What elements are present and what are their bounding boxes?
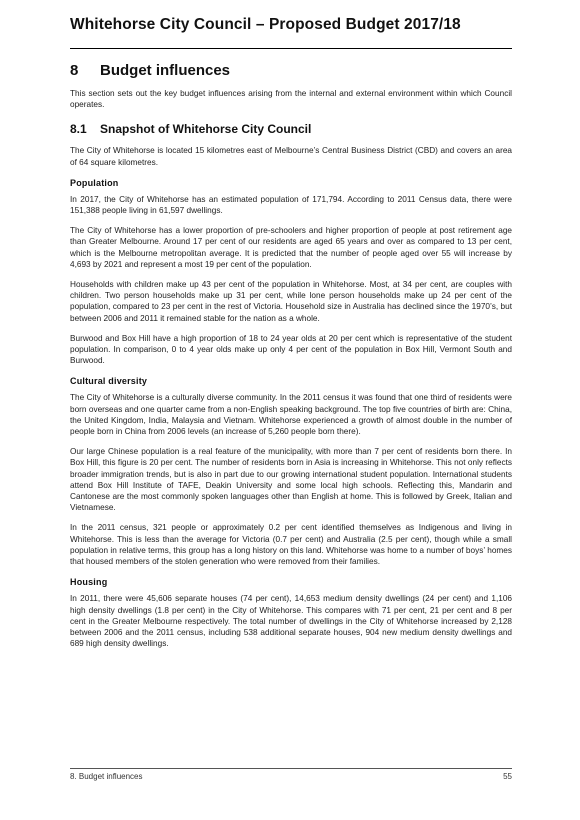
page-content [70,62,512,658]
subsection-intro: The City of Whitehorse is located 15 kilometres east of Melbourne’s Central Business District (CBD) and covers an area of 64 square kilometres. [70,146,512,167]
subsection-heading [70,122,512,136]
cultural-paragraph-3: In the 2011 census, 321 people or approximately 0.2 per cent identified themselves as Indigenous and living in Whitehorse. This is less than the average for Victoria (0.7 per cent) and Australia (2.5 per cent), though while a small population in relative terms, this group has a long history on this land. Whitehorse was home to a number of boys’ homes that housed members of the stolen generation who were removed from their families. [70,523,512,567]
header-divider [70,48,512,49]
document-header-title: Whitehorse City Council – Proposed Budget 2017/18 [70,16,461,33]
section-title: Budget influences [100,62,231,79]
cultural-paragraph-2: Our large Chinese population is a real feature of the municipality, with more than 7 per cent of residents born there. In Box Hill, this figure is 20 per cent. The number of residents born in Asia is increasing in Whitehorse. This not only reflects broader immigration trends, but is also in part due to our growing international student population. International students attend Box Hill Institute of TAFE, Deakin University and some local high schools. Reflecting this, Mandarin and Cantonese are the most commonly spoken languages other than English at home. This is followed by Greek, Italian and Vietnamese. [70,447,512,513]
section-number: 8 [70,62,79,79]
page-number: 55 [503,772,512,781]
footer-section-label: 8. Budget influences [70,772,143,781]
section-intro: This section sets out the key budget influences arising from the internal and external environment within which Council operates. [70,89,512,110]
subsection-title: Snapshot of Whitehorse City Council [100,122,312,137]
section-heading [70,62,512,79]
population-heading: Population [70,177,119,188]
population-paragraph-2: The City of Whitehorse has a lower proportion of pre-schoolers and higher proportion of people at post retirement age than Greater Melbourne. Around 17 per cent of our residents are aged 65 years and over as compared to 13 per cent, which is the Melbourne metropolitan average. It is predicted that the number of people aged over 55 will increase by 4,693 by 2021 and represent a most 19 per cent of the population. [70,226,512,269]
cultural-paragraph-1: The City of Whitehorse is a culturally diverse community. In the 2011 census it was found that one third of residents were born overseas and one quarter came from a non-English speaking background. The top five countries of birth are: China, the United Kingdom, India, Malaysia and Vietnam. Whitehorse experienced a growth of almost double in the number of people born in China from 2006 levels (an increase of 5,260 people born there). [70,393,512,437]
footer-divider [70,768,512,769]
population-paragraph-1: In 2017, the City of Whitehorse has an estimated population of 171,794. According to 2011 Census data, there were 151,388 people living in 61,597 dwellings. [70,194,512,216]
housing-paragraph-1: In 2011, there were 45,606 separate houses (74 per cent), 14,653 medium density dwellings (24 per cent) and 1,106 high density dwellings (1.8 per cent) in the City of Whitehorse. This compares with 71 per cent, 21 per cent and 8 per cent in the Greater Melbourne respectively. The total number of dwellings in the City of Whitehorse increased by 2,128 between 2006 and the 2011 census, including 538 additional separate houses, 904 new medium density dwellings and 689 high density dwellings. [70,594,512,649]
population-paragraph-3: Households with children make up 43 per cent of the population in Whitehorse. Most, at 34 per cent, are couples with children. Two person households make up 31 per cent, while lone person households make up 24 per cent of the population, compared to 23 per cent in the rest of Victoria. Household size in Australia has declined since the 1970’s, but between 2006 and 2011 it remained stable for the nation as a whole. [70,280,512,323]
cultural-diversity-heading: Cultural diversity [70,376,148,387]
subsection-number: 8.1 [70,122,87,137]
population-paragraph-4: Burwood and Box Hill have a high proportion of 18 to 24 year olds at 20 per cent which is representative of the student population. In comparison, 0 to 4 year olds make up only 4 per cent of the population in Box Hill, Vermont South and Burwood. [70,333,512,366]
housing-heading: Housing [70,577,108,588]
